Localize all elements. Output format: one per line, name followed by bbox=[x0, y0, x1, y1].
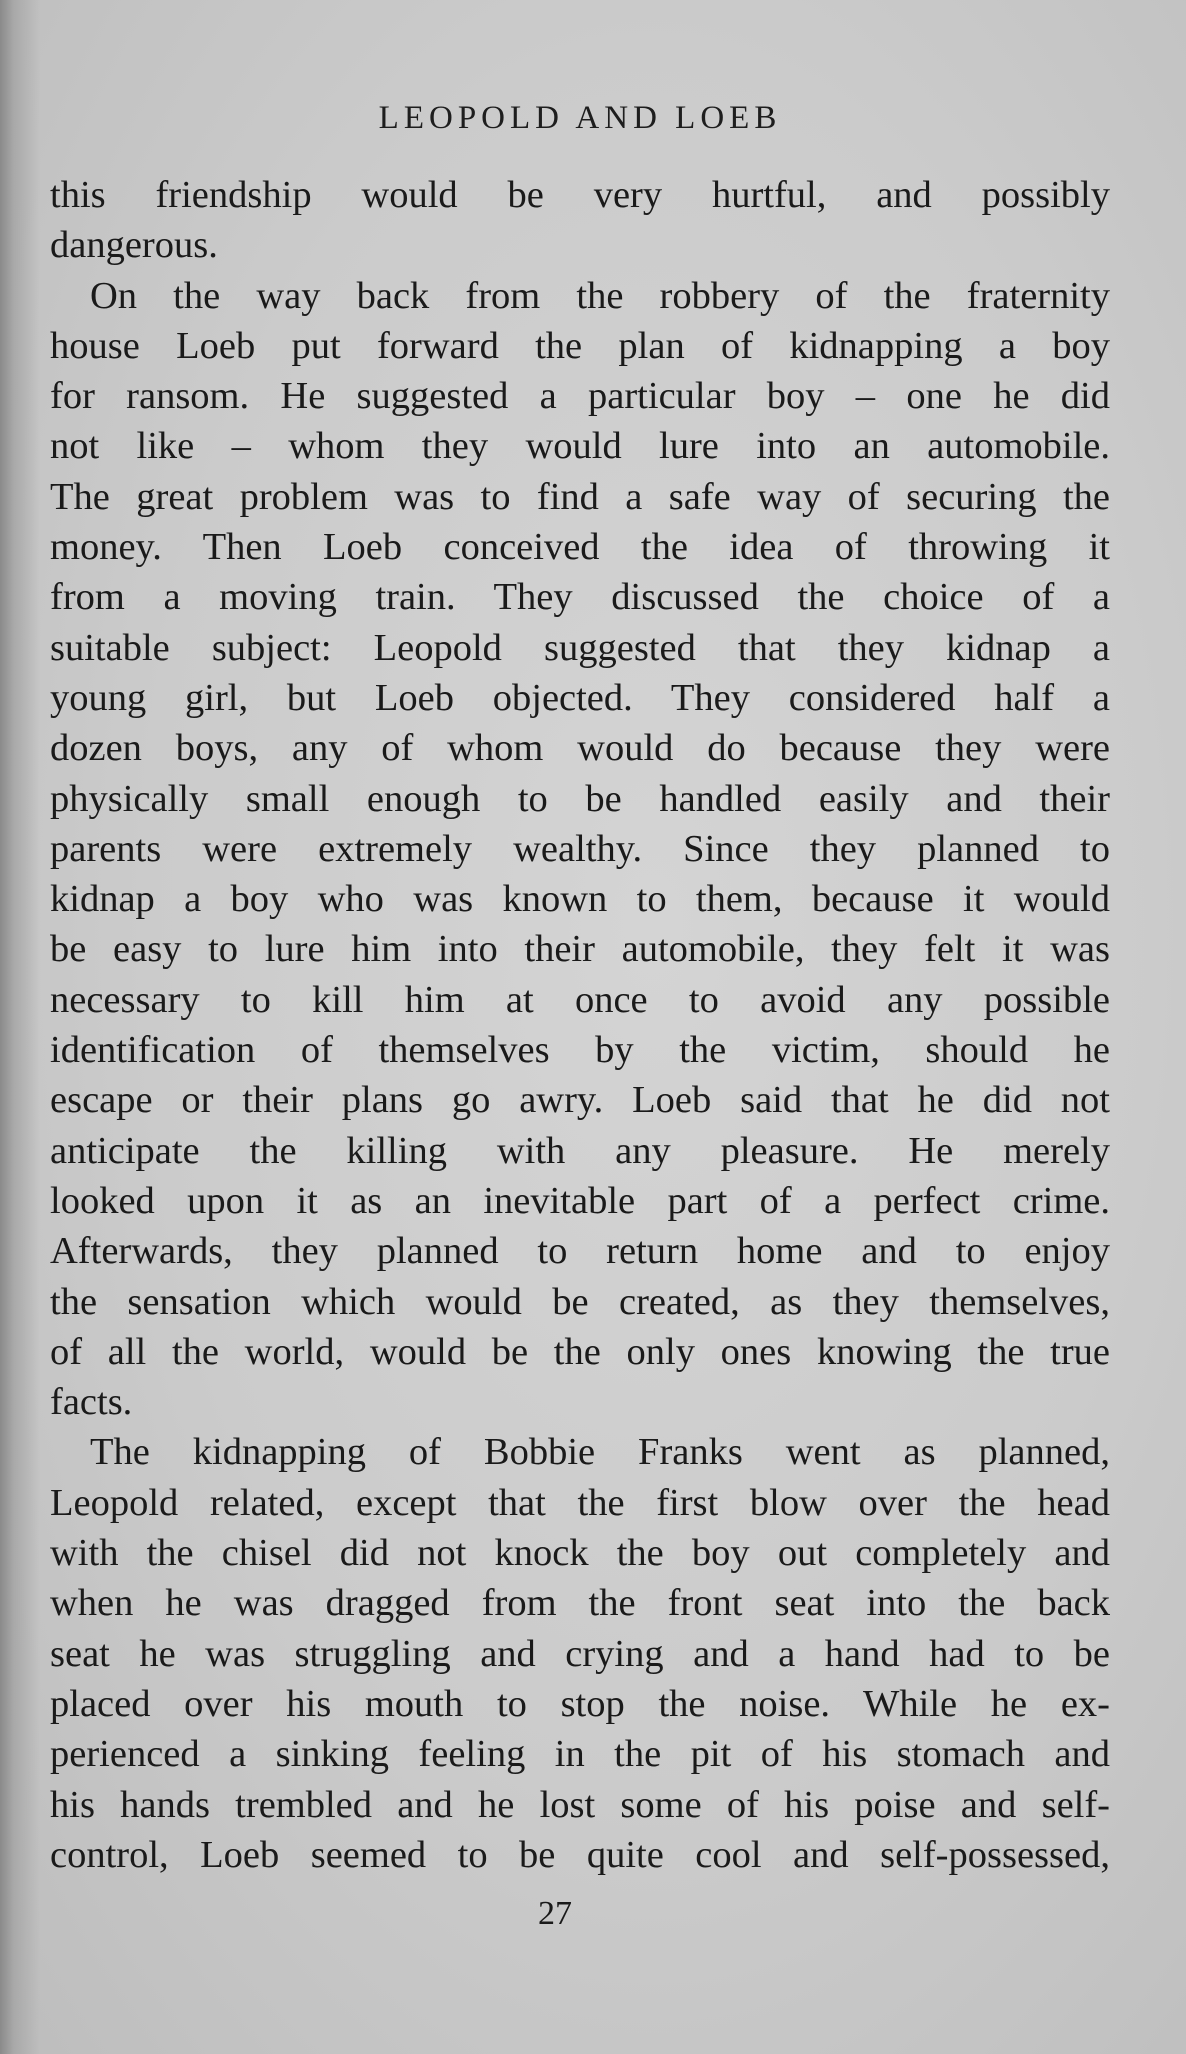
running-head: LEOPOLD AND LOEB bbox=[378, 100, 782, 136]
text-line: kidnap a boy who was known to them, because it would bbox=[50, 878, 1110, 921]
text-line: dangerous. bbox=[50, 224, 218, 267]
text-line: of all the world, would be the only ones knowing the true bbox=[50, 1330, 1110, 1373]
text-line: looked upon it as an inevitable part of a perfect crime. bbox=[50, 1179, 1110, 1222]
text-line: The great problem was to find a safe way of securing the bbox=[50, 475, 1110, 518]
text-line: placed over his mouth to stop the noise. While he ex- bbox=[50, 1682, 1110, 1725]
paragraph bbox=[50, 170, 1110, 271]
body-text bbox=[50, 170, 1110, 1880]
spine-shadow bbox=[0, 0, 40, 2054]
text-line: perienced a sinking feeling in the pit of his stomach and bbox=[50, 1733, 1110, 1776]
text-line: from a moving train. They discussed the choice of a bbox=[50, 576, 1110, 619]
text-line: anticipate the killing with any pleasure. He merely bbox=[50, 1129, 1110, 1172]
text-line: control, Loeb seemed to be quite cool and self-possessed, bbox=[50, 1833, 1110, 1876]
text-line: necessary to kill him at once to avoid any possible bbox=[50, 978, 1110, 1021]
text-line: this friendship would be very hurtful, and possibly bbox=[50, 174, 1110, 216]
text-line: On the way back from the robbery of the fraternity bbox=[90, 274, 1110, 317]
text-line: seat he was struggling and crying and a hand had to be bbox=[50, 1632, 1110, 1675]
text-line: house Loeb put forward the plan of kidnapping a boy bbox=[50, 324, 1110, 367]
text-line: young girl, but Loeb objected. They considered half a bbox=[50, 676, 1110, 719]
text-line: parents were extremely wealthy. Since they planned to bbox=[50, 827, 1110, 870]
text-line: dozen boys, any of whom would do because they were bbox=[50, 727, 1110, 770]
text-line: Afterwards, they planned to return home and to enjoy bbox=[50, 1230, 1110, 1273]
text-line: the sensation which would be created, as they themselves, bbox=[50, 1280, 1110, 1323]
text-line: facts. bbox=[50, 1381, 133, 1424]
paragraph bbox=[50, 1427, 1110, 1880]
text-line: money. Then Loeb conceived the idea of throwing it bbox=[50, 526, 1110, 569]
paragraph bbox=[50, 271, 1110, 1428]
text-line: his hands trembled and he lost some of his poise and self- bbox=[50, 1783, 1110, 1826]
text-line: not like – whom they would lure into an automobile. bbox=[50, 425, 1110, 468]
text-line: be easy to lure him into their automobile, they felt it was bbox=[50, 928, 1110, 971]
text-line: identification of themselves by the victim, should he bbox=[50, 1029, 1110, 1072]
text-line: physically small enough to be handled easily and their bbox=[50, 777, 1110, 820]
page-number: 27 bbox=[538, 1895, 572, 1932]
text-line: when he was dragged from the front seat into the back bbox=[50, 1582, 1110, 1625]
text-line: suitable subject: Leopold suggested that they kidnap a bbox=[50, 626, 1110, 669]
text-line: The kidnapping of Bobbie Franks went as planned, bbox=[90, 1431, 1110, 1474]
text-line: Leopold related, except that the first blow over the head bbox=[50, 1481, 1110, 1524]
text-line: escape or their plans go awry. Loeb said that he did not bbox=[50, 1079, 1110, 1122]
text-line: with the chisel did not knock the boy out completely and bbox=[50, 1532, 1110, 1575]
text-line: for ransom. He suggested a particular boy – one he did bbox=[50, 375, 1110, 418]
